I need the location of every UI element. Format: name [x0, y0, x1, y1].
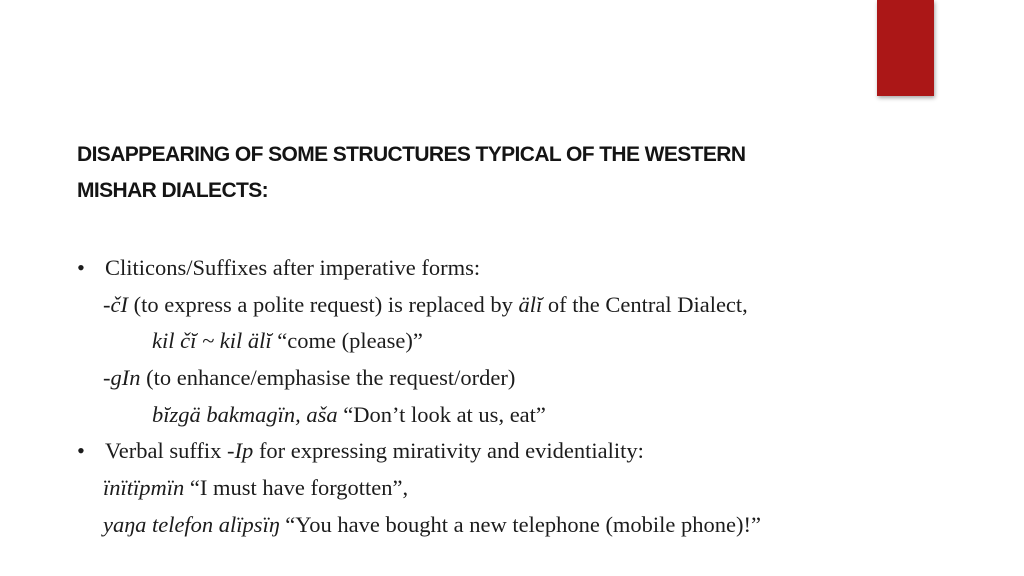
example-translation: “come (please)”: [271, 328, 423, 354]
accent-bar: [877, 0, 934, 96]
text-segment: (to enhance/emphasise the request/order): [140, 365, 516, 391]
bullet-1-text: Cliticons/Suffixes after imperative forms:: [105, 255, 481, 280]
example-translation: “I must have forgotten”,: [184, 475, 409, 501]
example-phrase: kil čĭ ~ kil älĭ: [152, 328, 272, 354]
suffix-ci: čI: [110, 291, 128, 317]
bullet-2-example-1: [75, 470, 975, 507]
example-phrase: bĭzgä bakmagïn, aša: [152, 401, 338, 427]
text-segment: (to express a polite request) is replaced by: [127, 291, 519, 317]
bullet-marker: •: [77, 438, 85, 464]
bullet-1-line-4: [75, 360, 975, 397]
example-phrase: ïnïtïpmïn: [103, 475, 185, 501]
bullet-1: [75, 250, 975, 287]
title-line-1: DISAPPEARING OF SOME STRUCTURES TYPICAL OF THE WESTERN: [77, 143, 746, 166]
slide-body: [75, 250, 975, 544]
bullet-2: [75, 433, 975, 470]
bullet-1-example-1: [75, 323, 975, 360]
suffix-gin: gIn: [110, 365, 141, 391]
bullet-marker: •: [77, 255, 85, 280]
suffix-ip: Ip: [234, 438, 254, 464]
title-line-2: MISHAR DIALECTS:: [77, 179, 269, 202]
word-ali: älĭ: [518, 291, 543, 317]
slide-title: [77, 137, 897, 209]
example-translation: “You have bought a new telephone (mobile phone)!”: [279, 511, 762, 537]
bullet-1-line-2: [75, 287, 975, 324]
example-translation: “Don’t look at us, eat”: [337, 401, 546, 427]
text-segment: of the Central Dialect,: [542, 291, 748, 317]
text-segment: Verbal suffix -: [105, 438, 235, 464]
example-phrase: yaŋa telefon alïpsïŋ: [103, 511, 280, 537]
text-segment: -: [103, 291, 111, 317]
text-segment: for expressing mirativity and evidentiality:: [253, 438, 644, 464]
text-segment: -: [103, 365, 111, 391]
bullet-1-example-2: [75, 397, 975, 434]
bullet-2-example-2: [75, 507, 975, 544]
